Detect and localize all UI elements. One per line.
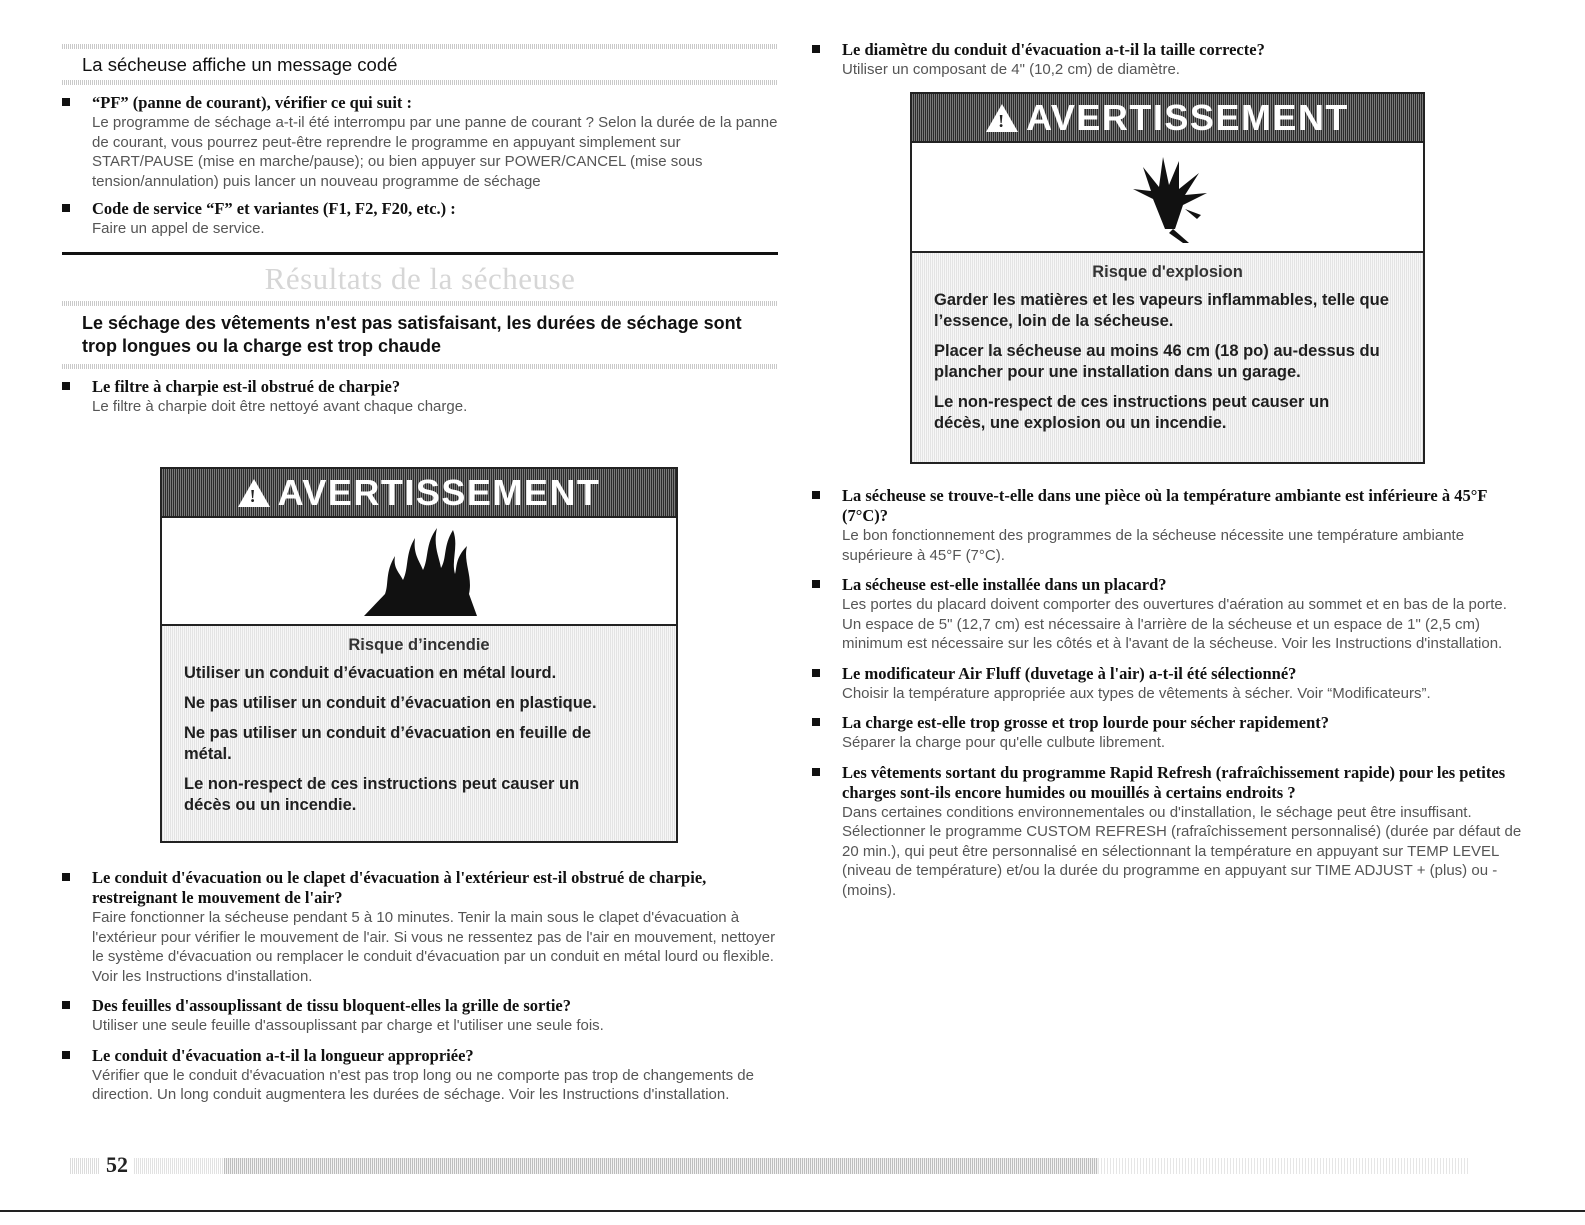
explosion-icon	[912, 141, 1423, 253]
item-answer: Utiliser une seule feuille d'assouplissant par charge et l'utiliser une seule fois.	[92, 1017, 604, 1034]
list-item	[62, 377, 778, 417]
item-question: Le diamètre du conduit d'évacuation a-t-il la taille correcte?	[842, 40, 1265, 59]
warning-body	[162, 626, 676, 841]
list-item	[62, 868, 778, 986]
fire-icon	[162, 516, 676, 626]
right-column-top	[812, 32, 1527, 80]
list-item	[812, 664, 1527, 704]
list-item	[812, 575, 1527, 654]
warning-line: Utiliser un conduit d’évacuation en métal lourd.	[184, 664, 557, 682]
bullet-icon	[62, 1051, 70, 1059]
item-question: Le filtre à charpie est-il obstrué de charpie?	[92, 376, 401, 396]
item-question: La sécheuse est-elle installée dans un placard?	[842, 575, 1167, 594]
item-answer: Dans certaines conditions environnementales ou d'installation, le séchage peut être insuffisant. Sélectionner le programme CUSTOM REFRESH (rafraîchissement personnalisé) (durée par défaut de 20 min.), qui peut être personnalisé en sélectionnant la température en appuyant sur TEMP LEVEL (niveau de température) et/ou la durée du programme en appuyant sur TIME ADJUST + (plus) ou - (moins).	[842, 803, 1522, 899]
bullet-icon	[62, 1001, 70, 1009]
item-question: Des feuilles d'assouplissant de tissu bloquent-elles la grille de sortie?	[92, 996, 571, 1015]
warning-header-text: AVERTISSEMENT	[277, 471, 601, 513]
bullet-icon	[812, 580, 820, 588]
bullet-icon	[812, 45, 820, 53]
bottom-rule	[0, 1210, 1585, 1212]
list-item	[812, 713, 1527, 753]
list-item	[812, 486, 1527, 565]
footer-fade-left	[70, 1158, 100, 1174]
item-question: La sécheuse se trouve-t-elle dans une pièce où la température ambiante est inférieure à 45°F (7°C)?	[842, 486, 1487, 525]
item-question: Code de service “F” et variantes (F1, F2, F20, etc.) :	[92, 199, 456, 218]
item-question: La charge est-elle trop grosse et trop lourde pour sécher rapidement?	[842, 713, 1329, 732]
item-question: “PF” (panne de courant), vérifier ce qui suit :	[92, 93, 413, 112]
footer-fade	[134, 1158, 224, 1174]
bullet-icon	[812, 491, 820, 499]
item-answer: Faire fonctionner la sécheuse pendant 5 à 10 minutes. Tenir la main sous le clapet d'évacuation à l'extérieur pour vérifier le mouvement de l'air. Si vous ne ressentez pas de l'air en mouvement, nettoyer le système d'évacuation ou remplacer le conduit d'évacuation par un conduit en métal lourd ou flexible. Voir les Instructions d'installation.	[92, 909, 776, 985]
coded-message-heading: La sécheuse affiche un message codé	[82, 54, 398, 75]
warning-line: Le non-respect de ces instructions peut causer un décès, une explosion ou un incendie.	[934, 393, 1330, 432]
bullet-icon	[62, 204, 70, 212]
warning-triangle-icon	[238, 479, 270, 507]
left-column-lower	[62, 860, 778, 1105]
bullet-icon	[812, 718, 820, 726]
warning-line: Ne pas utiliser un conduit d’évacuation en feuille de métal.	[184, 724, 592, 763]
item-answer: Choisir la température appropriée aux types de vêtements à sécher. Voir “Modificateurs”.	[842, 684, 1431, 702]
item-question: Le conduit d'évacuation ou le clapet d'évacuation à l'extérieur est-il obstrué de charpie, restreignant le mouvement de l'air?	[92, 868, 707, 907]
fire-warning-box	[160, 467, 678, 843]
warning-title: Risque d'explosion	[1092, 263, 1243, 281]
warning-header	[912, 94, 1423, 141]
left-column	[62, 0, 778, 416]
list-item	[62, 199, 778, 239]
item-question: Le conduit d'évacuation a-t-il la longueur appropriée?	[92, 1045, 474, 1065]
item-answer: Le programme de séchage a-t-il été interrompu par une panne de courant ? Selon la durée de la panne de courant, vous pourrez peut-être reprendre le programme en appuyant simplement sur START/PAUSE (mise en marche/pause); ou bien appuyer sur POWER/CANCEL (mise sous tension/annulation) puis lancer un nouveau programme de séchage	[92, 114, 778, 190]
item-answer: Le filtre à charpie doit être nettoyé avant chaque charge.	[92, 397, 468, 415]
item-question: Les vêtements sortant du programme Rapid Refresh (rafraîchissement rapide) pour les petites charges sont-ils encore humides ou mouillés à certains endroits ?	[842, 762, 1506, 802]
warning-line: Ne pas utiliser un conduit d’évacuation en plastique.	[184, 694, 597, 712]
bullet-icon	[812, 669, 820, 677]
warning-line: Garder les matières et les vapeurs inflammables, telle que l’essence, loin de la sécheuse.	[934, 291, 1389, 330]
footer-bar	[224, 1158, 1098, 1174]
warning-triangle-icon	[986, 104, 1018, 132]
list-item	[62, 996, 778, 1036]
header-rule	[62, 364, 778, 369]
warning-body	[912, 253, 1423, 462]
list-item	[62, 1046, 778, 1105]
item-answer: Le bon fonctionnement des programmes de la sécheuse nécessite une température ambiante supérieure à 45°F (7°C).	[842, 527, 1465, 564]
warning-title: Risque d’incendie	[348, 636, 490, 654]
item-answer: Les portes du placard doivent comporter des ouvertures d'aération au sommet et en bas de la porte. Un espace de 5" (12,7 cm) est nécessaire à l'arrière de la sécheuse et un espace de 1" (2,5 cm) minimum est nécessaire sur les côtés et à l'avant de la sécheuse. Voir les Instructions d'installation.	[842, 596, 1507, 652]
item-answer: Vérifier que le conduit d'évacuation n'est pas trop long ou ne comporte pas trop de changements de direction. Un long conduit augmentera les durées de séchage. Voir les Instructions d'installation.	[92, 1066, 754, 1103]
list-item	[62, 93, 778, 191]
item-answer: Utiliser un composant de 4" (10,2 cm) de diamètre.	[842, 61, 1180, 78]
problem-title: Le séchage des vêtements n'est pas satisfaisant, les durées de séchage sont trop longues ou la charge est trop chaude	[82, 312, 742, 356]
right-column-lower	[812, 478, 1527, 900]
warning-line: Le non-respect de ces instructions peut causer un décès ou un incendie.	[184, 775, 580, 814]
bullet-icon	[812, 768, 820, 776]
bullet-icon	[62, 98, 70, 106]
item-question: Le modificateur Air Fluff (duvetage à l'air) a-t-il été sélectionné?	[842, 663, 1297, 683]
item-answer: Séparer la charge pour qu'elle culbute librement.	[842, 734, 1166, 751]
section-title: Résultats de la sécheuse	[264, 260, 576, 296]
header-rule	[62, 80, 778, 85]
footer-fade-right	[1098, 1158, 1468, 1174]
item-answer: Faire un appel de service.	[92, 220, 265, 237]
explosion-warning-box	[910, 92, 1425, 464]
warning-header-text: AVERTISSEMENT	[1026, 96, 1349, 138]
list-item	[812, 763, 1527, 901]
bullet-icon	[62, 873, 70, 881]
warning-line: Placer la sécheuse au moins 46 cm (18 po) au-dessus du plancher pour une installation dans un garage.	[934, 342, 1380, 381]
page-number: 52	[106, 1152, 128, 1177]
warning-header	[162, 469, 676, 516]
list-item	[812, 40, 1527, 80]
bullet-icon	[62, 382, 70, 390]
